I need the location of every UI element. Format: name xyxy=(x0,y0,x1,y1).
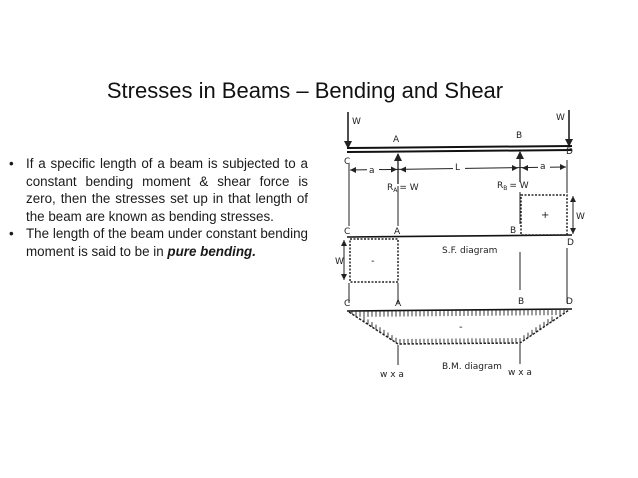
arrowhead xyxy=(341,240,347,246)
reaction-subscript-a: A xyxy=(393,187,398,194)
bm-point-b: B xyxy=(518,297,525,307)
sf-baseline xyxy=(347,235,572,237)
arrowhead xyxy=(570,196,576,202)
point-label-d: D xyxy=(566,147,573,157)
sf-positive-sign: + xyxy=(541,210,550,221)
load-label-left: W xyxy=(352,117,361,127)
bm-point-a: A xyxy=(395,299,402,309)
bm-title: B.M. diagram xyxy=(442,362,502,372)
sf-title: S.F. diagram xyxy=(442,246,498,256)
bm-value-right: w x a xyxy=(508,368,532,378)
reaction-label-a xyxy=(387,183,419,194)
load-label-right: W xyxy=(556,113,565,123)
point-label-c: C xyxy=(344,157,351,167)
dim-arrowhead xyxy=(391,167,397,173)
projection-lines xyxy=(349,172,567,303)
sf-point-c: C xyxy=(344,227,351,237)
bm-value-left: w x a xyxy=(380,370,404,380)
beam-top-edge xyxy=(347,146,572,148)
bm-baseline xyxy=(347,309,572,311)
dimension-label-l: L xyxy=(455,163,461,173)
dim-arrowhead xyxy=(400,167,406,173)
point-label-a: A xyxy=(393,135,400,145)
sf-value-left: W xyxy=(335,257,344,267)
slide-title: Stresses in Beams – Bending and Shear xyxy=(106,78,504,103)
dimension-label-a-left: a xyxy=(369,166,375,176)
point-label-b: B xyxy=(516,131,523,141)
sf-point-b: B xyxy=(510,226,517,236)
dimension-label-a-right: a xyxy=(540,162,546,172)
sf-negative-sign: - xyxy=(371,256,375,267)
reaction-label-b xyxy=(497,181,529,192)
bullet-text: If a specific length of a beam is subjected to a constant bending moment & shear force is zero, then the stresses set up in that length of the beam are known as bending stresses. xyxy=(26,156,308,224)
sf-point-d: D xyxy=(567,238,574,248)
dim-arrowhead xyxy=(522,165,528,171)
dim-arrowhead xyxy=(512,165,518,171)
arrowhead xyxy=(570,228,576,234)
bullet-text: The length of the beam under constant bending moment is said to be in xyxy=(26,226,308,259)
bm-hatching xyxy=(352,309,564,344)
bm-sign: - xyxy=(459,322,463,333)
loaded-beam xyxy=(344,110,573,194)
reaction-symbol-a: R xyxy=(387,183,394,193)
sf-diagram xyxy=(335,195,585,282)
beam-bottom-edge xyxy=(347,150,572,152)
reaction-value-b: = W xyxy=(509,181,529,191)
bm-point-c: C xyxy=(344,299,351,309)
dim-arrowhead xyxy=(350,167,356,173)
bm-point-d: D xyxy=(566,297,573,307)
sf-point-a: A xyxy=(394,227,401,237)
arrowhead xyxy=(341,274,347,280)
bm-diagram xyxy=(344,297,573,380)
reaction-symbol-b: R xyxy=(497,181,504,191)
reaction-value-a: = W xyxy=(399,183,419,193)
emphasis-text: pure bending. xyxy=(167,243,256,259)
reaction-subscript-b: B xyxy=(503,185,508,192)
dim-arrowhead xyxy=(560,164,566,170)
sf-value-right: W xyxy=(576,212,585,222)
